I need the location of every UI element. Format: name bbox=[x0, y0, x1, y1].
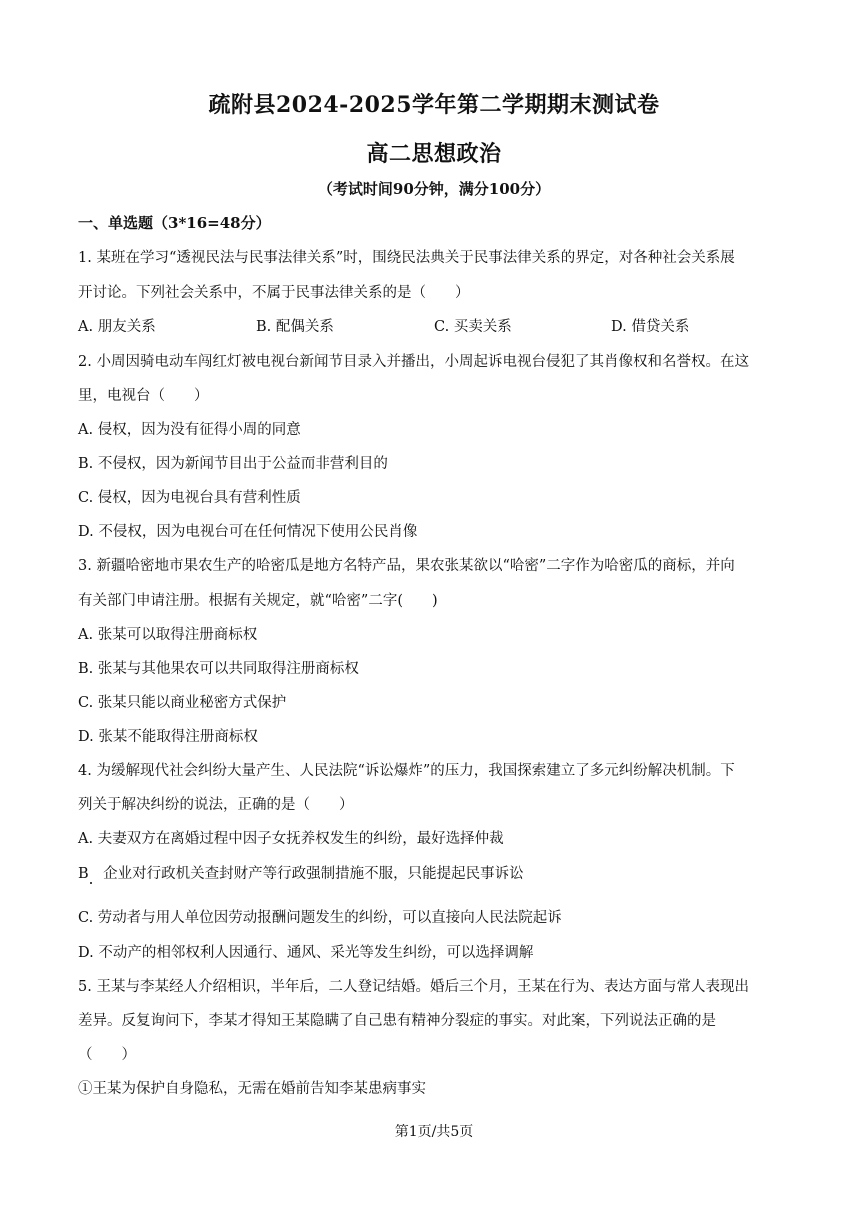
question-2-option-a: A. 侵权，因为没有征得小周的同意 bbox=[78, 422, 301, 438]
section-title: 一、单选题（3*16=48分） bbox=[78, 214, 271, 232]
question-3-option-d: D. 张某不能取得注册商标权 bbox=[78, 729, 258, 745]
question-5-line-1: 5. 王某与李某经人介绍相识，半年后，二人登记结婚。婚后三个月，王某在行为、表达方面与常人表现出 bbox=[78, 979, 749, 995]
question-5-line-2: 差异。反复询问下，李某才得知王某隐瞒了自己患有精神分裂症的事实。对此案，下列说法正确的是 bbox=[78, 1013, 716, 1029]
question-2-line-2: 里，电视台（ ） bbox=[78, 388, 209, 404]
question-2-line-1: 2. 小周因骑电动车闯红灯被电视台新闻节目录入并播出，小周起诉电视台侵犯了其肖像权和名誉权。在这 bbox=[78, 354, 749, 370]
question-3-option-a: A. 张某可以取得注册商标权 bbox=[78, 627, 258, 643]
question-3-option-b: B. 张某与其他果农可以共同取得注册商标权 bbox=[78, 661, 359, 677]
question-2-option-c: C. 侵权，因为电视台具有营利性质 bbox=[78, 490, 301, 506]
question-4-option-a: A. 夫妻双方在离婚过程中因子女抚养权发生的纠纷，最好选择仲裁 bbox=[78, 831, 504, 847]
question-1-line-2: 开讨论。下列社会关系中，不属于民事法律关系的是（ ） bbox=[78, 285, 470, 301]
question-1-line-1: 1. 某班在学习“透视民法与民事法律关系”时，围绕民法典关于民事法律关系的界定，对各种社会关系展 bbox=[78, 250, 735, 266]
question-4-option-b: B 企业对行政机关查封财产等行政强制措施不服，只能提起民事诉讼 bbox=[78, 866, 524, 882]
question-3-option-c: C. 张某只能以商业秘密方式保护 bbox=[78, 695, 287, 711]
question-3-line-2: 有关部门申请注册。根据有关规定，就“哈密”二字( ) bbox=[78, 593, 438, 609]
question-1-option-a: A. 朋友关系 bbox=[78, 319, 156, 335]
question-4-option-c: C. 劳动者与用人单位因劳动报酬问题发生的纠纷，可以直接向人民法院起诉 bbox=[78, 910, 562, 926]
question-2-option-d: D. 不侵权，因为电视台可在任何情况下使用公民肖像 bbox=[78, 524, 418, 540]
question-5-line-3: （ ） bbox=[78, 1047, 136, 1063]
question-1-option-d: D. 借贷关系 bbox=[611, 319, 690, 335]
question-3-line-1: 3. 新疆哈密地市果农生产的哈密瓜是地方名特产品，果农张某欲以“哈密”二字作为哈密瓜的商标，并向 bbox=[78, 558, 735, 574]
question-4-line-2: 列关于解决纠纷的说法，正确的是（ ） bbox=[78, 797, 354, 813]
exam-title: 疏附县2024-2025学年第二学期期末测试卷 bbox=[208, 92, 660, 118]
exam-info: （考试时间90分钟，满分100分） bbox=[317, 180, 551, 198]
subject-title: 高二思想政治 bbox=[366, 141, 502, 167]
question-4-line-1: 4. 为缓解现代社会纠纷大量产生、人民法院“诉讼爆炸”的压力，我国探索建立了多元纠纷解决机制。下 bbox=[78, 763, 735, 779]
question-1-option-c: C. 买卖关系 bbox=[434, 319, 512, 335]
page-footer: 第1页/共5页 bbox=[394, 1124, 474, 1140]
question-1-option-b: B. 配偶关系 bbox=[256, 319, 334, 335]
stray-dot-mark bbox=[90, 882, 92, 884]
question-5-statement-1: ①王某为保护自身隐私，无需在婚前告知李某患病事实 bbox=[78, 1081, 426, 1097]
question-4-option-d: D. 不动产的相邻权利人因通行、通风、采光等发生纠纷，可以选择调解 bbox=[78, 945, 534, 961]
question-2-option-b: B. 不侵权，因为新闻节目出于公益而非营利目的 bbox=[78, 456, 388, 472]
